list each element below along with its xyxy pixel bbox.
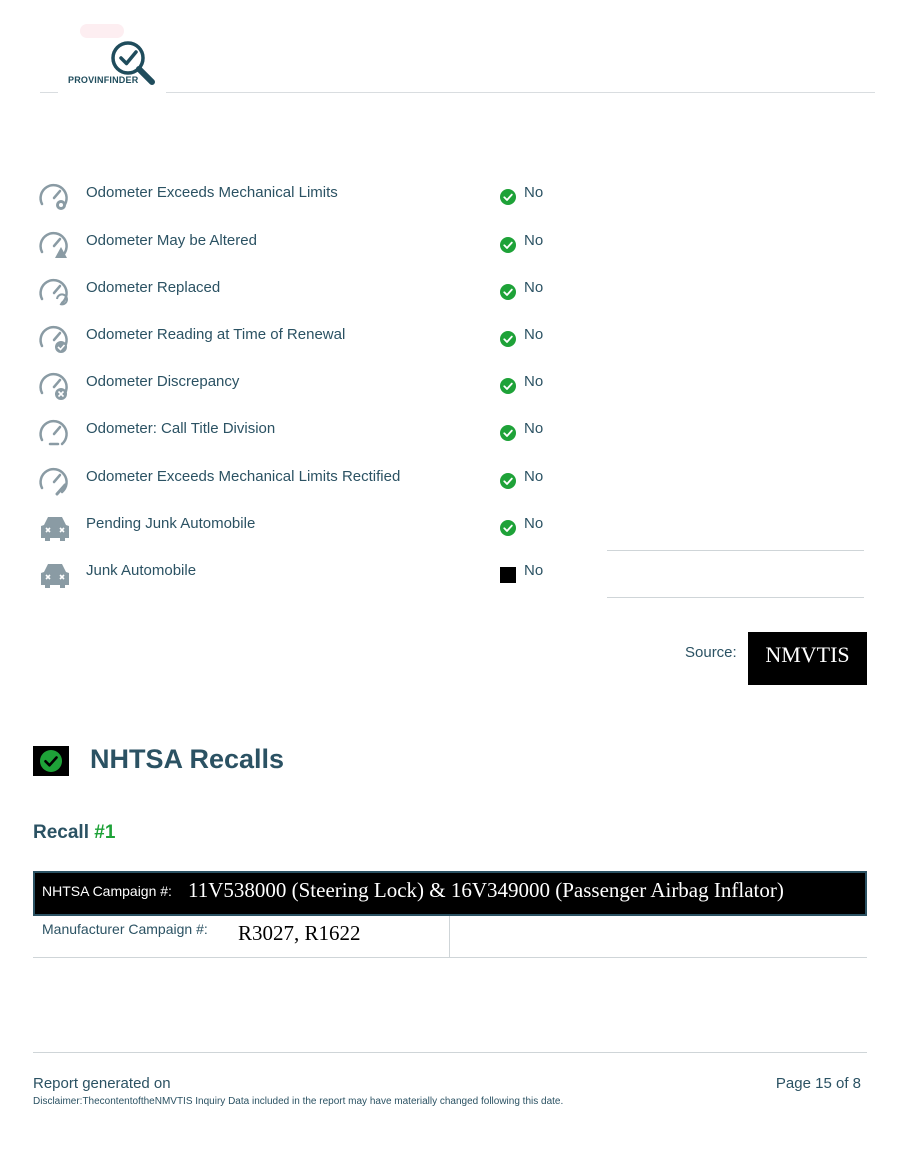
item-value: No bbox=[524, 468, 544, 485]
item-label: Odometer May be Altered bbox=[86, 232, 257, 249]
item-value: No bbox=[524, 373, 544, 390]
list-item bbox=[38, 322, 598, 362]
list-item bbox=[38, 416, 598, 456]
junk-car-icon bbox=[38, 560, 72, 590]
logo-badge bbox=[80, 24, 124, 38]
item-value: No bbox=[524, 562, 544, 579]
manufacturer-value: R3027, R1622 bbox=[238, 921, 361, 945]
item-label: Junk Automobile bbox=[86, 562, 197, 579]
item-label: Odometer Replaced bbox=[86, 279, 221, 296]
check-circle-icon bbox=[500, 425, 516, 441]
list-item bbox=[38, 464, 598, 504]
item-label: Odometer Exceeds Mechanical Limits bbox=[86, 184, 338, 201]
gauge-icon bbox=[38, 418, 72, 448]
manufacturer-row bbox=[33, 916, 867, 958]
check-circle-icon bbox=[33, 746, 69, 776]
source-label: Source: bbox=[685, 644, 737, 661]
check-circle-icon bbox=[500, 237, 516, 253]
item-value: No bbox=[524, 184, 544, 201]
list-item bbox=[38, 369, 598, 409]
gauge-warning-icon bbox=[38, 230, 72, 260]
list-item bbox=[38, 275, 598, 315]
item-value: No bbox=[524, 279, 544, 296]
item-value: No bbox=[524, 515, 544, 532]
report-generated: Report generated on bbox=[33, 1075, 171, 1092]
list-item bbox=[38, 228, 598, 268]
check-circle-icon bbox=[500, 520, 516, 536]
logo bbox=[58, 22, 166, 94]
disclaimer: Disclaimer:ThecontentoftheNMVTIS Inquiry Data included in the report may have materially changed following this date. bbox=[33, 1096, 564, 1107]
check-circle-icon bbox=[500, 331, 516, 347]
list-item bbox=[38, 180, 598, 220]
cell-divider bbox=[449, 916, 450, 958]
item-label: Odometer: Call Title Division bbox=[86, 420, 276, 437]
campaign-value: 11V538000 (Steering Lock) & 16V349000 (Passenger Airbag Inflator) bbox=[188, 878, 784, 902]
item-value: No bbox=[524, 326, 544, 343]
gauge-check-icon bbox=[38, 324, 72, 354]
campaign-row bbox=[33, 871, 867, 916]
gauge-x-icon bbox=[38, 371, 72, 401]
item-label: Odometer Exceeds Mechanical Limits Rectified bbox=[86, 468, 401, 485]
section-icon-box bbox=[33, 746, 69, 776]
campaign-label: NHTSA Campaign #: bbox=[42, 883, 172, 899]
item-label: Odometer Discrepancy bbox=[86, 373, 240, 390]
recall-title bbox=[33, 822, 115, 844]
check-circle-icon bbox=[500, 189, 516, 205]
divider bbox=[607, 550, 864, 551]
source-value: NMVTIS bbox=[748, 632, 867, 685]
item-value: No bbox=[524, 420, 544, 437]
recall-title-text: Recall bbox=[33, 822, 95, 843]
recall-number: #1 bbox=[94, 822, 116, 843]
junk-car-icon bbox=[38, 513, 72, 543]
section-title: NHTSA Recalls bbox=[90, 744, 285, 774]
list-item bbox=[38, 511, 598, 551]
list-item bbox=[38, 558, 598, 598]
check-circle-icon bbox=[500, 378, 516, 394]
item-label: Pending Junk Automobile bbox=[86, 515, 256, 532]
item-label: Odometer Reading at Time of Renewal bbox=[86, 326, 346, 343]
logo-text: PROVINFINDER bbox=[68, 75, 139, 85]
page-number: Page 15 of 8 bbox=[775, 1075, 861, 1092]
footer-divider bbox=[33, 1052, 867, 1053]
gauge-replace-icon bbox=[38, 277, 72, 307]
manufacturer-label: Manufacturer Campaign #: bbox=[42, 921, 208, 937]
black-square-icon bbox=[500, 567, 516, 583]
item-value: No bbox=[524, 232, 544, 249]
gauge-wrench-icon bbox=[38, 466, 72, 496]
check-circle-icon bbox=[500, 284, 516, 300]
gauge-gear-icon bbox=[38, 182, 72, 212]
check-circle-icon bbox=[500, 473, 516, 489]
divider bbox=[607, 597, 864, 598]
